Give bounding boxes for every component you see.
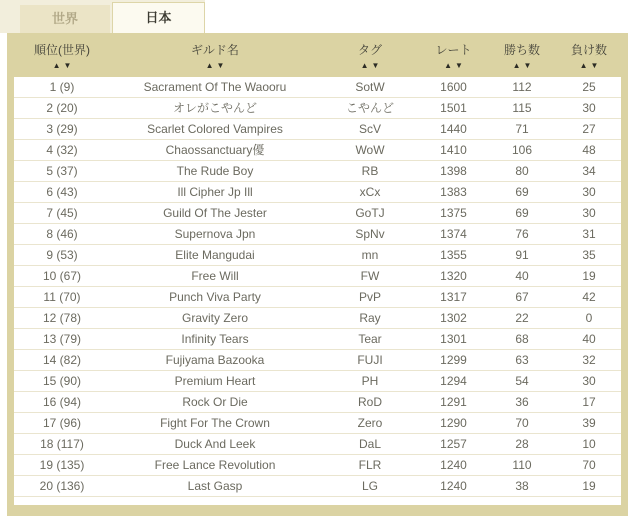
cell-tag: PvP (320, 287, 420, 308)
column-header-rank (14, 33, 110, 77)
cell-wins: 80 (487, 161, 557, 182)
sort-controls-rate (444, 62, 463, 70)
cell-guild: Free Will (110, 266, 320, 287)
tab-japan[interactable]: 日本 (112, 2, 205, 33)
sort-asc-icon[interactable]: ▲ (512, 60, 521, 70)
table-row (14, 434, 621, 455)
cell-rank: 16 (94) (14, 392, 110, 413)
cell-guild: Fujiyama Bazooka (110, 350, 320, 371)
table-row (14, 203, 621, 224)
cell-rank: 3 (29) (14, 119, 110, 140)
sort-asc-icon[interactable]: ▲ (579, 60, 588, 70)
cell-wins: 71 (487, 119, 557, 140)
cell-rate: 1291 (420, 392, 487, 413)
cell-wins: 91 (487, 245, 557, 266)
sort-desc-icon[interactable]: ▼ (63, 60, 72, 70)
column-label-wins: 勝ち数 (503, 42, 540, 57)
table-row (14, 140, 621, 161)
cell-wins: 38 (487, 476, 557, 497)
cell-tag: SotW (320, 77, 420, 98)
cell-wins: 28 (487, 434, 557, 455)
sort-controls-wins (513, 62, 532, 70)
sort-asc-icon[interactable]: ▲ (52, 60, 61, 70)
cell-losses: 48 (557, 140, 621, 161)
cell-guild: Guild Of The Jester (110, 203, 320, 224)
ranking-table-frame (7, 33, 628, 516)
cell-guild: オレがこやんど (110, 98, 320, 119)
cell-losses: 31 (557, 224, 621, 245)
table-row (14, 161, 621, 182)
cell-wins: 36 (487, 392, 557, 413)
cell-guild: Rock Or Die (110, 392, 320, 413)
cell-wins: 115 (487, 98, 557, 119)
cell-rate: 1440 (420, 119, 487, 140)
cell-losses: 70 (557, 455, 621, 476)
cell-wins: 110 (487, 455, 557, 476)
cell-guild: Last Gasp (110, 476, 320, 497)
cell-losses: 30 (557, 371, 621, 392)
table-row (14, 245, 621, 266)
cell-tag: xCx (320, 182, 420, 203)
table-row (14, 350, 621, 371)
cell-rate: 1501 (420, 98, 487, 119)
column-header-rate (420, 33, 487, 77)
sort-desc-icon[interactable]: ▼ (216, 60, 225, 70)
table-row (14, 308, 621, 329)
cell-guild: Punch Viva Party (110, 287, 320, 308)
cell-guild: Chaossanctuary優 (110, 140, 320, 161)
cell-guild: Sacrament Of The Waooru (110, 77, 320, 98)
cell-rate: 1355 (420, 245, 487, 266)
cell-guild: Fight For The Crown (110, 413, 320, 434)
cell-rate: 1600 (420, 77, 487, 98)
cell-tag: PH (320, 371, 420, 392)
cell-wins: 112 (487, 77, 557, 98)
cell-losses: 19 (557, 266, 621, 287)
cell-wins: 76 (487, 224, 557, 245)
cell-wins: 67 (487, 287, 557, 308)
cell-losses: 19 (557, 476, 621, 497)
tab-bar (0, 0, 205, 33)
cell-rank: 4 (32) (14, 140, 110, 161)
cell-tag: mn (320, 245, 420, 266)
cell-tag: FW (320, 266, 420, 287)
cell-rate: 1383 (420, 182, 487, 203)
cell-rank: 17 (96) (14, 413, 110, 434)
cell-rate: 1294 (420, 371, 487, 392)
cell-guild: Infinity Tears (110, 329, 320, 350)
table-row (14, 119, 621, 140)
sort-asc-icon[interactable]: ▲ (360, 60, 369, 70)
cell-tag: Tear (320, 329, 420, 350)
cell-guild: The Rude Boy (110, 161, 320, 182)
cell-rank: 6 (43) (14, 182, 110, 203)
table-row (14, 266, 621, 287)
cell-guild: Supernova Jpn (110, 224, 320, 245)
cell-losses: 30 (557, 98, 621, 119)
cell-wins: 54 (487, 371, 557, 392)
cell-wins: 22 (487, 308, 557, 329)
cell-tag: WoW (320, 140, 420, 161)
cell-guild: Free Lance Revolution (110, 455, 320, 476)
sort-controls-rank (53, 62, 72, 70)
cell-rate: 1299 (420, 350, 487, 371)
cell-guild: Scarlet Colored Vampires (110, 119, 320, 140)
table-row (14, 287, 621, 308)
tab-world[interactable]: 世界 (20, 5, 110, 33)
sort-controls-tag (361, 62, 380, 70)
cell-rate: 1410 (420, 140, 487, 161)
sort-desc-icon[interactable]: ▼ (523, 60, 532, 70)
column-header-losses (557, 33, 621, 77)
table-body (14, 77, 621, 505)
cell-rank: 19 (135) (14, 455, 110, 476)
cell-rank: 10 (67) (14, 266, 110, 287)
cell-rank: 18 (117) (14, 434, 110, 455)
cell-losses: 32 (557, 350, 621, 371)
cell-losses: 17 (557, 392, 621, 413)
cell-rank: 8 (46) (14, 224, 110, 245)
cell-tag: FUJI (320, 350, 420, 371)
column-header-guild (110, 33, 320, 77)
cell-losses: 25 (557, 77, 621, 98)
cell-guild: Premium Heart (110, 371, 320, 392)
sort-controls-losses (580, 62, 599, 70)
sort-desc-icon[interactable]: ▼ (455, 60, 463, 70)
sort-desc-icon[interactable]: ▼ (371, 60, 380, 70)
cell-guild: Duck And Leek (110, 434, 320, 455)
cell-tag: Zero (320, 413, 420, 434)
table-row (14, 182, 621, 203)
cell-rank: 14 (82) (14, 350, 110, 371)
table-header-row (14, 33, 621, 77)
cell-losses: 34 (557, 161, 621, 182)
cell-tag: ScV (320, 119, 420, 140)
cell-wins: 69 (487, 182, 557, 203)
cell-losses: 39 (557, 413, 621, 434)
cell-rate: 1290 (420, 413, 487, 434)
cell-rate: 1375 (420, 203, 487, 224)
cell-losses: 42 (557, 287, 621, 308)
table-row (14, 413, 621, 434)
table-row (14, 224, 621, 245)
cell-tag: Ray (320, 308, 420, 329)
cell-rank: 13 (79) (14, 329, 110, 350)
table-row (14, 329, 621, 350)
cell-wins: 106 (487, 140, 557, 161)
sort-controls-guild (206, 62, 225, 70)
cell-rank: 11 (70) (14, 287, 110, 308)
cell-tag: LG (320, 476, 420, 497)
cell-tag: GoTJ (320, 203, 420, 224)
column-header-wins (487, 33, 557, 77)
cell-rate: 1240 (420, 476, 487, 497)
cell-rank: 1 (9) (14, 77, 110, 98)
cell-rank: 2 (20) (14, 98, 110, 119)
column-label-guild: ギルド名 (191, 42, 239, 57)
cell-losses: 27 (557, 119, 621, 140)
cell-wins: 68 (487, 329, 557, 350)
cell-tag: RoD (320, 392, 420, 413)
cell-guild: Elite Mangudai (110, 245, 320, 266)
table-row (14, 476, 621, 497)
cell-tag: こやんど (320, 98, 420, 119)
cell-losses: 40 (557, 329, 621, 350)
cell-wins: 70 (487, 413, 557, 434)
cell-guild: Ill Cipher Jp Ill (110, 182, 320, 203)
cell-tag: RB (320, 161, 420, 182)
cell-losses: 10 (557, 434, 621, 455)
cell-rate: 1301 (420, 329, 487, 350)
table-row (14, 455, 621, 476)
cell-rate: 1374 (420, 224, 487, 245)
cell-rate: 1240 (420, 455, 487, 476)
column-label-rate: レート (435, 42, 472, 57)
cell-tag: DaL (320, 434, 420, 455)
table-row (14, 77, 621, 98)
cell-losses: 35 (557, 245, 621, 266)
sort-asc-icon[interactable]: ▲ (444, 60, 452, 70)
cell-losses: 0 (557, 308, 621, 329)
cell-rate: 1320 (420, 266, 487, 287)
sort-asc-icon[interactable]: ▲ (205, 60, 214, 70)
cell-rank: 7 (45) (14, 203, 110, 224)
cell-tag: SpNv (320, 224, 420, 245)
table-row (14, 371, 621, 392)
cell-rank: 15 (90) (14, 371, 110, 392)
cell-wins: 69 (487, 203, 557, 224)
table-row (14, 98, 621, 119)
column-header-tag (320, 33, 420, 77)
cell-rate: 1398 (420, 161, 487, 182)
cell-losses: 30 (557, 182, 621, 203)
cell-wins: 63 (487, 350, 557, 371)
column-label-losses: 負け数 (570, 42, 607, 57)
cell-rank: 5 (37) (14, 161, 110, 182)
cell-rank: 12 (78) (14, 308, 110, 329)
sort-desc-icon[interactable]: ▼ (590, 60, 599, 70)
cell-rank: 20 (136) (14, 476, 110, 497)
cell-guild: Gravity Zero (110, 308, 320, 329)
column-label-tag: タグ (357, 42, 382, 57)
cell-rate: 1257 (420, 434, 487, 455)
cell-losses: 30 (557, 203, 621, 224)
cell-rate: 1302 (420, 308, 487, 329)
table-row (14, 392, 621, 413)
cell-wins: 40 (487, 266, 557, 287)
column-label-rank: 順位(世界) (34, 42, 90, 57)
cell-rank: 9 (53) (14, 245, 110, 266)
cell-tag: FLR (320, 455, 420, 476)
cell-rate: 1317 (420, 287, 487, 308)
